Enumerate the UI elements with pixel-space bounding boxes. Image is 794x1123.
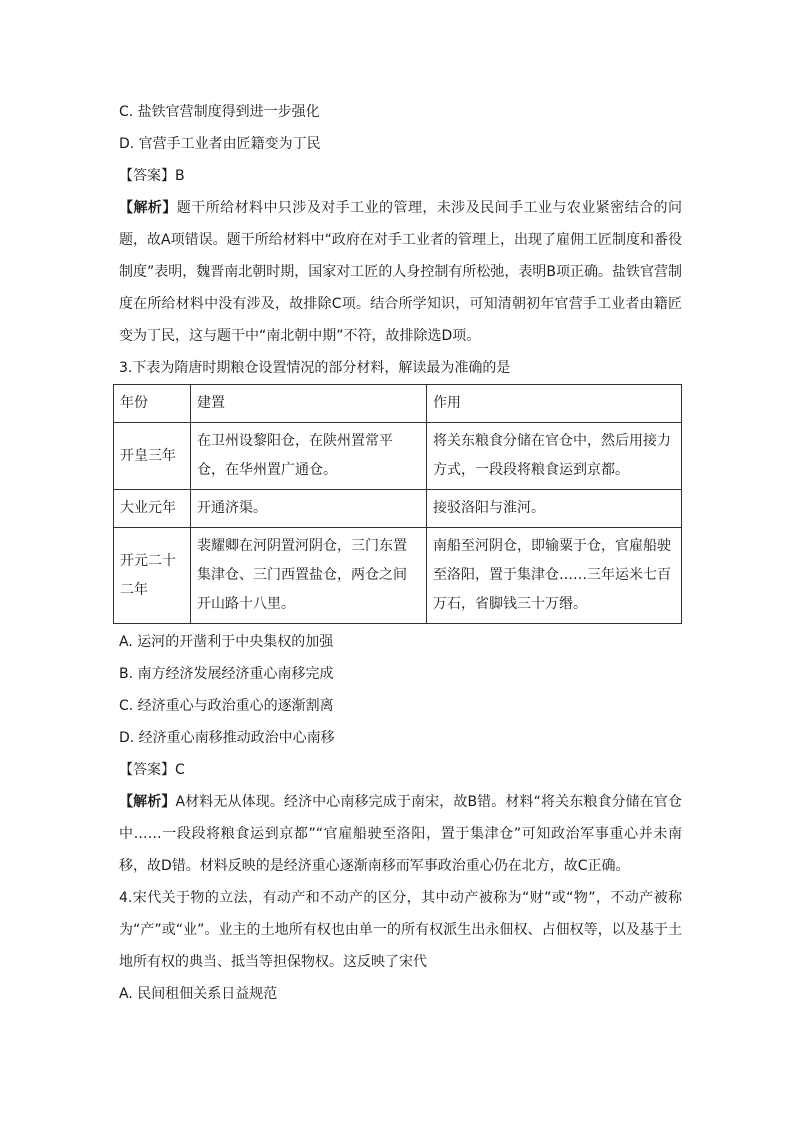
table-cell-construction: 开通济渠。	[191, 490, 427, 528]
answer-label: 【答案】	[119, 168, 175, 184]
q4-option-a: A. 民间租佃关系日益规范	[119, 986, 278, 1002]
q2-option-c: C. 盐铁官营制度得到进一步强化	[119, 104, 320, 120]
answer-value: B	[175, 168, 185, 184]
q3-option-d: D. 经济重心南移推动政治中心南移	[119, 730, 335, 746]
table-row	[114, 490, 682, 528]
analysis-text: 题干所给材料中只涉及对手工业的管理，未涉及民间手工业与农业紧密结合的问题，故A项错误。题干所给材料中“政府在对手工业者的管理上，出现了雇佣工匠制度和番役制度”表明，魏晋南北朝时期，国家对工匠的人身控制有所松弛，表明B项正确。盐铁官营制度在所给材料中没有涉及，故排除C项。结合所学知识，可知清朝初年官营手工业者由籍匠变为丁民，这与题干中“南北朝中期”不符，故排除选D项。	[119, 200, 683, 344]
analysis-text: A材料无从体现。经济中心南移完成于南宋，故B错。材料“将关东粮食分储在官仓中……一段段将粮食运到京都”“官雇船驶至洛阳，置于集津仓”可知政治军事重心并未南移，故D错。材料反映的是经济重心逐渐南移而军事政治重心仍在北方，故C正确。	[119, 794, 683, 874]
table-header-row	[114, 385, 682, 423]
q3-option-a: A. 运河的开凿利于中央集权的加强	[119, 634, 334, 650]
table-cell-year: 大业元年	[114, 490, 191, 528]
table-cell-year: 开元二十二年	[114, 528, 191, 624]
table-row	[114, 528, 682, 624]
granary-table	[113, 384, 682, 624]
table-row	[114, 423, 682, 490]
table-cell-construction: 裴耀卿在河阴置河阴仓，三门东置集津仓、三门西置盐仓，两仓之间开山路十八里。	[191, 528, 427, 624]
analysis-label: 【解析】	[119, 200, 177, 216]
q3-analysis	[119, 786, 682, 882]
q2-analysis	[119, 192, 682, 352]
table-cell-function: 接驳洛阳与淮河。	[427, 490, 682, 528]
q3-option-c: C. 经济重心与政治重心的逐渐割离	[119, 698, 334, 714]
answer-label: 【答案】	[119, 762, 175, 778]
table-cell-function: 南船至河阴仓，即输粟于仓，官雇船驶至洛阳，置于集津仓……三年运米七百万石，省脚钱三十万缗。	[427, 528, 682, 624]
table-header-cell: 作用	[427, 385, 682, 423]
table-cell-construction: 在卫州设黎阳仓，在陕州置常平仓，在华州置广通仓。	[191, 423, 427, 490]
q2-answer	[119, 160, 682, 192]
table-cell-year: 开皇三年	[114, 423, 191, 490]
q3-stem: 3.下表为隋唐时期粮仓设置情况的部分材料，解读最为准确的是	[119, 360, 511, 376]
q3-answer	[119, 754, 682, 786]
table-header-cell: 年份	[114, 385, 191, 423]
q4-stem: 4.宋代关于物的立法，有动产和不动产的区分，其中动产被称为“财”或“物”，不动产被称为“产”或“业”。业主的土地所有权也由单一的所有权派生出永佃权、占佃权等，以及基于土地所有权的典当、抵当等担保物权。这反映了宋代	[119, 890, 682, 970]
q3-option-b: B. 南方经济发展经济重心南移完成	[119, 666, 334, 682]
analysis-label: 【解析】	[119, 794, 176, 810]
q2-option-d: D. 官营手工业者由匠籍变为丁民	[119, 136, 321, 152]
table-header-cell: 建置	[191, 385, 427, 423]
table-cell-function: 将关东粮食分储在官仓中，然后用接力方式，一段段将粮食运到京都。	[427, 423, 682, 490]
answer-value: C	[175, 762, 185, 778]
document-page	[119, 96, 682, 1010]
